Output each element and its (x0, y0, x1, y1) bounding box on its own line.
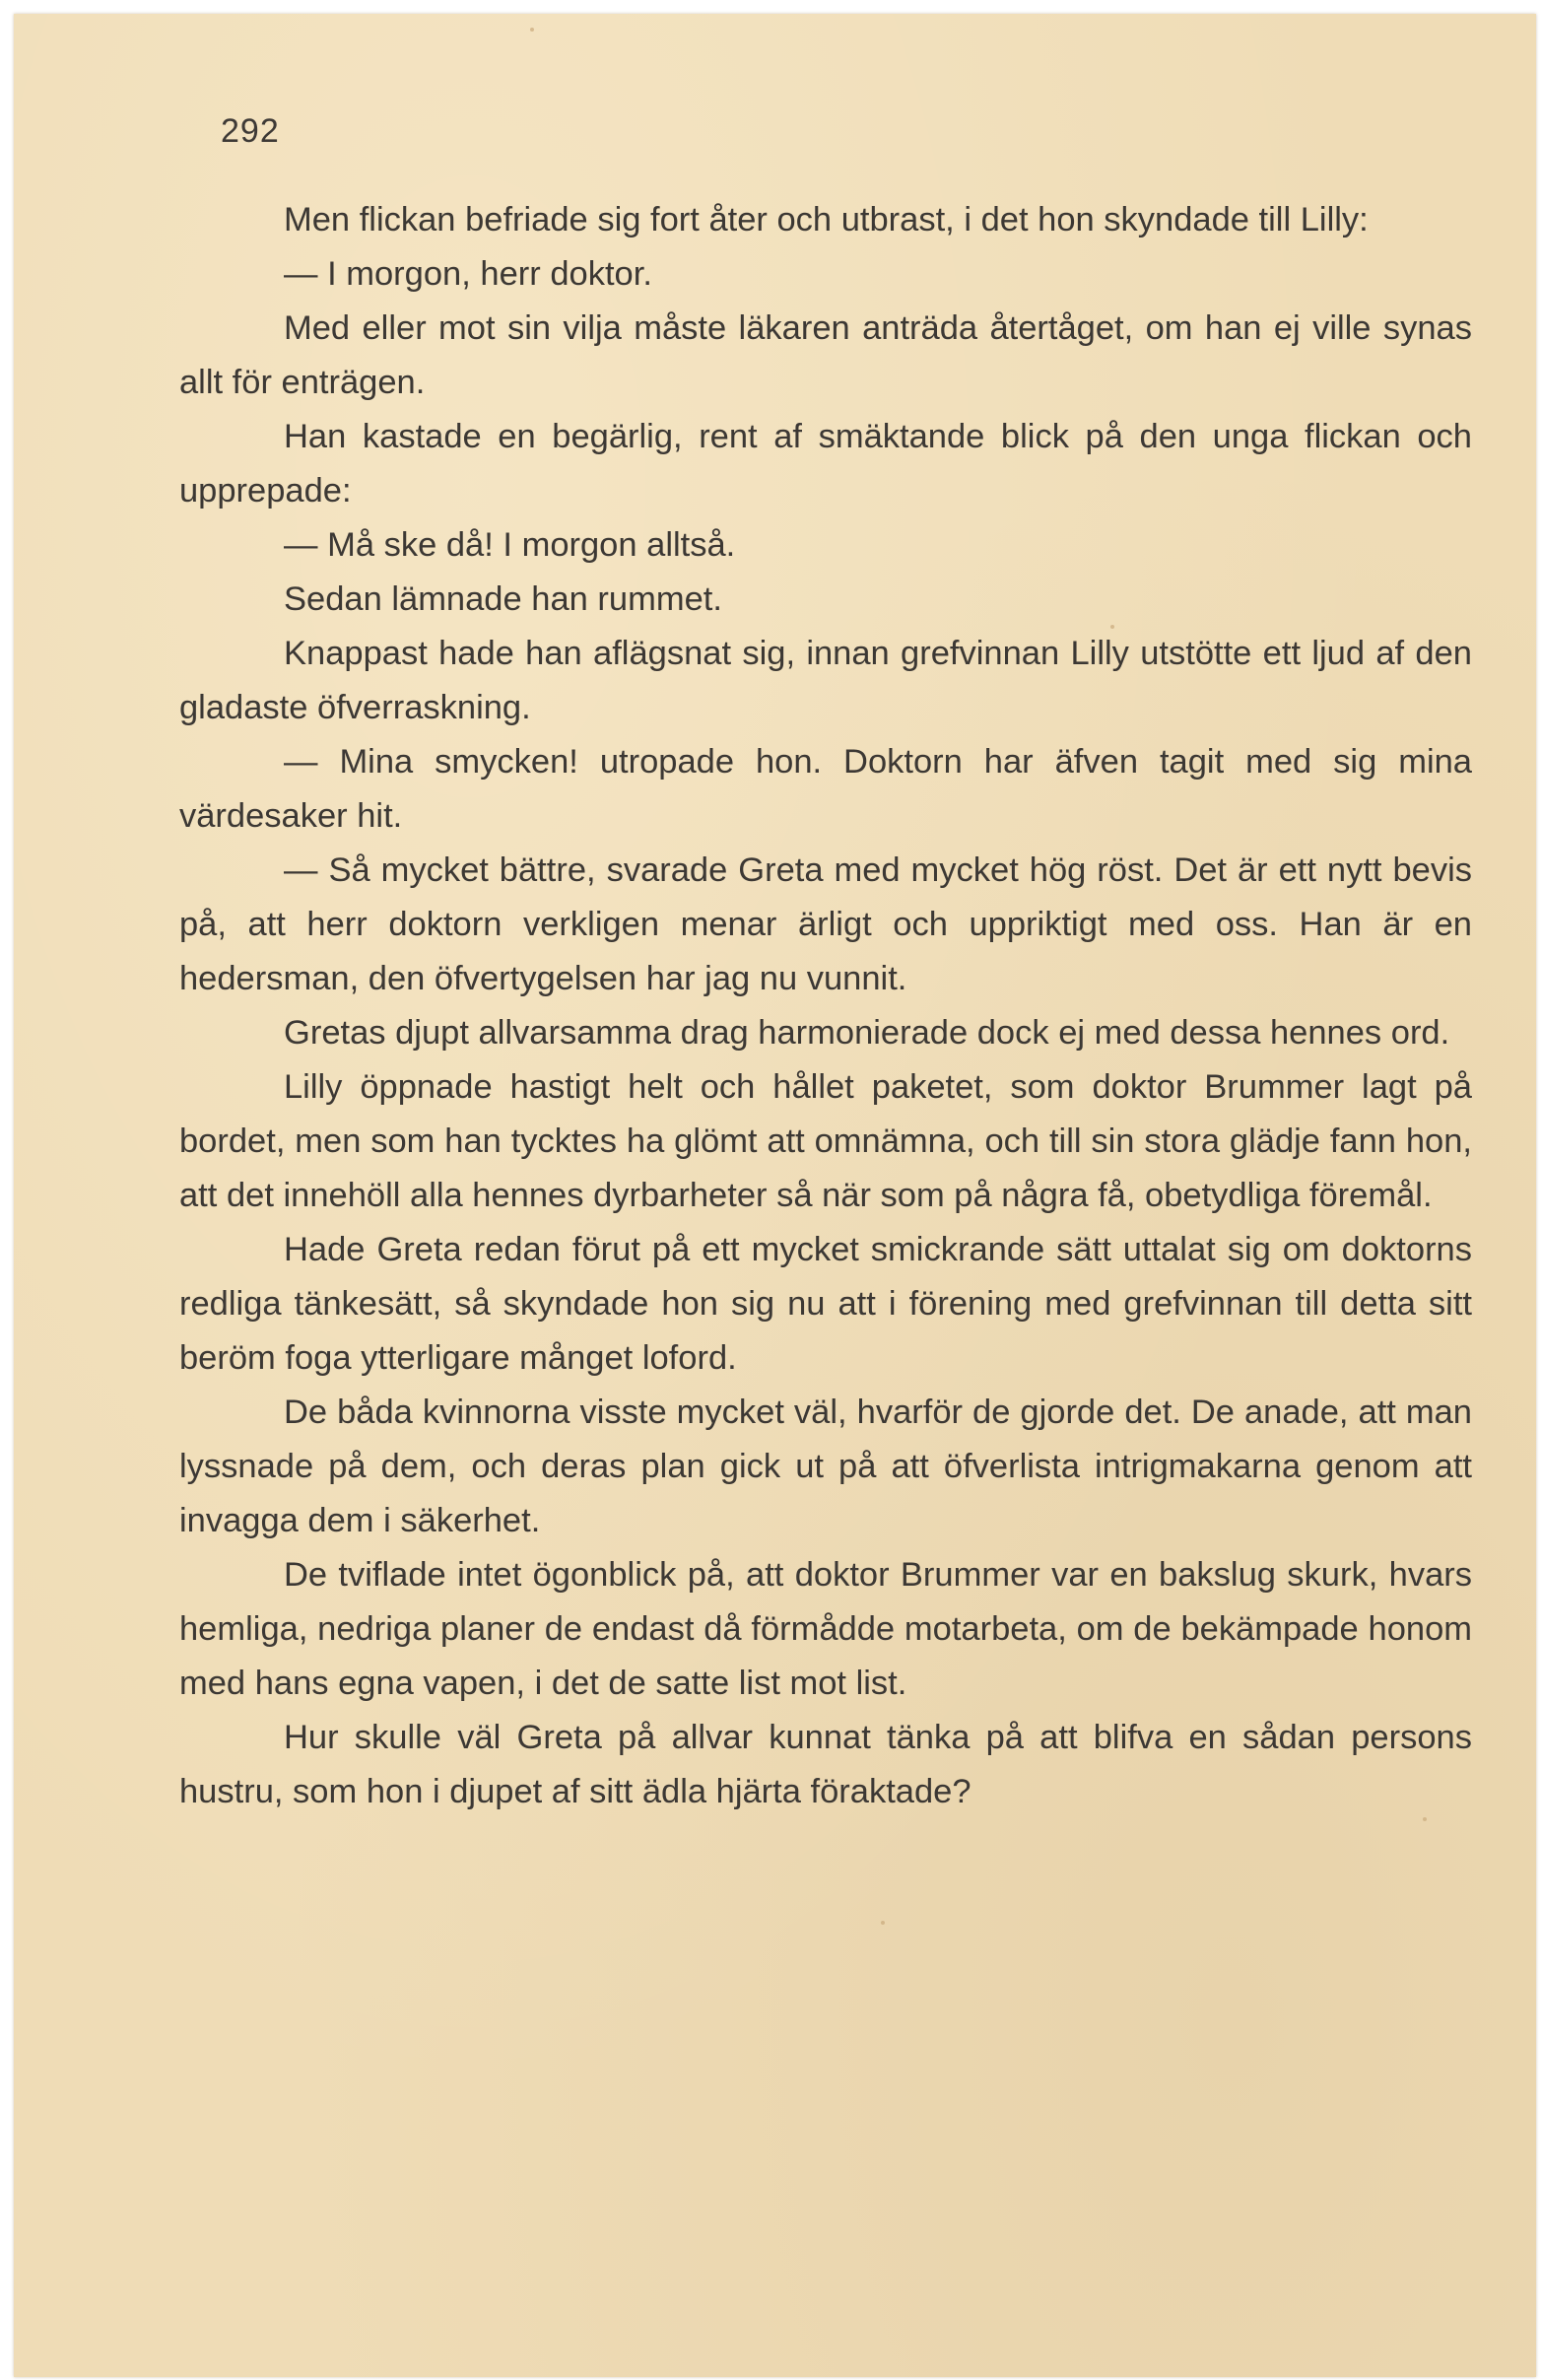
paper-speck (1110, 625, 1114, 629)
paragraph-6: Sedan lämnade han rummet. (284, 580, 722, 618)
paragraph-5: — Må ske då! I morgon alltså. (284, 526, 736, 564)
paragraph-15: Hur skulle väl Greta på allvar kunnat tänka på att blifva en sådan persons hustru, som hon i djupet af sitt ädla hjärta föraktade? (179, 1719, 1472, 1810)
page-number: 292 (221, 112, 280, 150)
paper-speck (530, 28, 534, 32)
paper-speck (881, 1921, 885, 1925)
book-page (14, 14, 1536, 2377)
paragraph-9: — Så mycket bättre, svarade Greta med mycket hög röst. Det är ett nytt bevis på, att herr doktorn verkligen menar ärligt och uppriktigt med oss. Han är en hedersman, den öfvertygelsen har jag nu vunnit. (179, 851, 1472, 997)
paragraph-14: De tviflade intet ögonblick på, att doktor Brummer var en bakslug skurk, hvars hemliga, nedriga planer de endast då förmådde motarbeta, om de bekämpade honom med hans egna vapen, i det de satte list mot list. (179, 1556, 1472, 1702)
paragraph-10: Gretas djupt allvarsamma drag harmonierade dock ej med dessa hennes ord. (284, 1014, 1450, 1052)
paragraph-8: — Mina smycken! utropade hon. Doktorn har äfven tagit med sig mina värdesaker hit. (179, 743, 1472, 835)
paragraph-3: Med eller mot sin vilja måste läkaren anträda återtåget, om han ej ville synas allt för enträgen. (179, 309, 1472, 401)
paragraph-4: Han kastade en begärlig, rent af smäktande blick på den unga flickan och upprepade: (179, 418, 1472, 510)
body-text (179, 193, 1472, 1819)
paper-speck (1423, 1817, 1427, 1821)
paragraph-1: Men flickan befriade sig fort åter och utbrast, i det hon skyndade till Lilly: (284, 201, 1369, 238)
paragraph-12: Hade Greta redan förut på ett mycket smickrande sätt uttalat sig om doktorns redliga tänkesätt, så skyndade hon sig nu att i förening med grefvinnan till detta sitt beröm foga ytterligare månget loford. (179, 1231, 1472, 1377)
paragraph-13: De båda kvinnorna visste mycket väl, hvarför de gjorde det. De anade, att man lyssnade på dem, och deras plan gick ut på att öfverlista intrigmakarna genom att invagga dem i säkerhet. (179, 1394, 1472, 1539)
paragraph-7: Knappast hade han aflägsnat sig, innan grefvinnan Lilly utstötte ett ljud af den gladaste öfverraskning. (179, 635, 1472, 726)
paragraph-2: — I morgon, herr doktor. (284, 255, 652, 293)
paragraph-11: Lilly öppnade hastigt helt och hållet paketet, som doktor Brummer lagt på bordet, men som han tycktes ha glömt att omnämna, och till sin stora glädje fann hon, att det innehöll alla hennes dyrbarheter så när som på några få, obetydliga föremål. (179, 1068, 1472, 1214)
